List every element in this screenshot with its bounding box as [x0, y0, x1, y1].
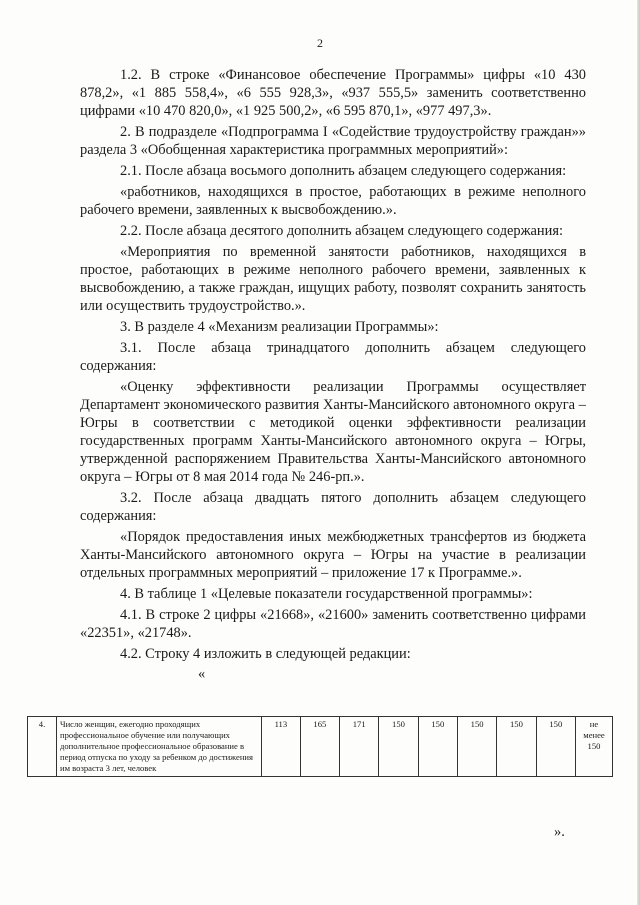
- document-body: [80, 66, 586, 682]
- table-row: [28, 717, 613, 777]
- paragraph-3-2: 3.2. После абзаца двадцать пятого дополнить абзацем следующего содержания:: [80, 490, 586, 524]
- paragraph-4: 4. В таблице 1 «Целевые показатели государственной программы»:: [120, 586, 533, 602]
- page-number: 2: [317, 36, 323, 50]
- paragraph-3-1: 3.1. После абзаца тринадцатого дополнить абзацем следующего содержания:: [80, 340, 586, 374]
- quote-2-1: «работников, находящихся в простое, работающих в режиме неполного рабочего времени, заявленных к высвобождению.».: [80, 184, 586, 218]
- target-value-cell: не менее 150: [576, 717, 613, 777]
- value-cell: 150: [379, 717, 418, 777]
- paragraph-4-1: 4.1. В строке 2 цифры «21668», «21600» заменить соответственно цифрами «22351», «21748».: [80, 607, 586, 641]
- value-cell: 150: [457, 717, 496, 777]
- value-cell: 150: [536, 717, 575, 777]
- quote-2-2: «Мероприятия по временной занятости работников, находящихся в простое, работающих в режиме неполного рабочего времени, заявленных к высвобождению, а также граждан, ищущих работу, позволят сохранить занятость или осуществить трудоустройство.».: [80, 244, 586, 314]
- paragraph-1-2: 1.2. В строке «Финансовое обеспечение Программы» цифры «10 430 878,2», «1 885 558,4», «6 555 928,3», «937 555,5» заменить соответственно цифрами «10 470 820,0», «1 925 500,2», «6 595 870,1», «977 497,3».: [80, 67, 586, 119]
- quote-3-2: «Порядок предоставления иных межбюджетных трансфертов из бюджета Ханты-Мансийского автономного округа – Югры на участие в реализации отдельных программных мероприятий – приложение 17 к Программе.».: [80, 529, 586, 581]
- paragraph-4-2: 4.2. Строку 4 изложить в следующей редакции:: [120, 646, 411, 662]
- value-cell: 150: [418, 717, 457, 777]
- value-cell: 113: [262, 717, 301, 777]
- paragraph-2-2: 2.2. После абзаца десятого дополнить абзацем следующего содержания:: [120, 223, 563, 239]
- value-cell: 165: [300, 717, 339, 777]
- paragraph-2: 2. В подразделе «Подпрограмма I «Содействие трудоустройству граждан»» раздела 3 «Обобщенная характеристика программных мероприятий»:: [80, 124, 586, 158]
- value-cell: 150: [497, 717, 536, 777]
- paragraph-2-1: 2.1. После абзаца восьмого дополнить абзацем следующего содержания:: [120, 163, 567, 179]
- row-number: 4.: [28, 717, 57, 777]
- indicator-name: Число женщин, ежегодно проходящих профессиональное обучение или получающих дополнительное профессиональное образование в период отпуска по уходу за ребенком до достижения им возраста 3 лет, человек: [57, 717, 262, 777]
- value-cell: 171: [340, 717, 379, 777]
- table-close-quote: ».: [554, 824, 565, 840]
- quote-3-1: «Оценку эффективности реализации Программы осуществляет Департамент экономического развития Ханты-Мансийского автономного округа – Югры в соответствии с методикой оценки эффективности реализации государственных программ Ханты-Мансийского автономного округа – Югры, утвержденной распоряжением Правительства Ханты-Мансийского автономного округа – Югры от 8 мая 2014 года № 246-рп.».: [80, 379, 586, 485]
- paragraph-3: 3. В разделе 4 «Механизм реализации Программы»:: [120, 319, 439, 335]
- indicator-table: [27, 716, 613, 777]
- table-open-quote: «: [198, 666, 206, 682]
